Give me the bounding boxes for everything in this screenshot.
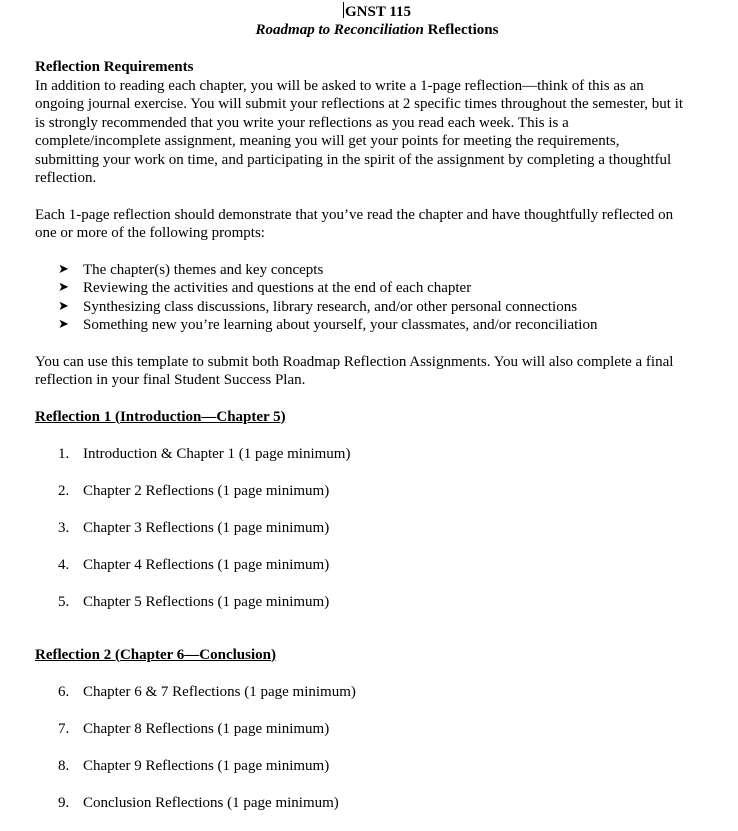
item-label: Chapter 6 & 7 Reflections (1 page minimum) <box>83 683 356 700</box>
item-number: 5. <box>58 593 70 610</box>
list-item <box>58 261 685 280</box>
item-number: 8. <box>58 757 70 774</box>
reflection-1-heading: Reflection 1 (Introduction—Chapter 5) <box>35 408 286 425</box>
item-label: Introduction & Chapter 1 (1 page minimum) <box>83 445 351 462</box>
text-cursor-icon <box>343 2 344 18</box>
prompt-text: Reviewing the activities and questions at the end of each chapter <box>83 280 472 296</box>
item-label: Chapter 5 Reflections (1 page minimum) <box>83 593 330 610</box>
list-item <box>58 298 685 317</box>
document-title-rest: Reflections <box>423 22 499 38</box>
item-number: 7. <box>58 720 70 737</box>
document-page <box>35 2 685 831</box>
item-number: 3. <box>58 519 70 536</box>
item-number: 1. <box>58 445 70 462</box>
item-label: Chapter 8 Reflections (1 page minimum) <box>83 720 330 737</box>
list-item <box>35 683 685 702</box>
course-code-line <box>35 2 685 21</box>
prompts-list <box>35 261 685 335</box>
course-code: GNST 115 <box>345 4 411 20</box>
item-label: Chapter 9 Reflections (1 page minimum) <box>83 757 330 774</box>
list-item <box>35 794 685 813</box>
item-number: 9. <box>58 794 70 811</box>
prompt-text: Something new you’re learning about yourself, your classmates, and/or reconciliation <box>83 317 598 333</box>
arrowhead-bullet-icon: ➤ <box>58 261 69 277</box>
template-note-paragraph: You can use this template to submit both Roadmap Reflection Assignments. You will also complete a final reflection in your final Student Success Plan. <box>35 353 674 388</box>
prompts-intro-paragraph: Each 1-page reflection should demonstrate that you’ve read the chapter and have thoughtfully reflected on one or more of the following prompts: <box>35 206 674 241</box>
document-title-italic: Roadmap to Reconciliation <box>255 22 424 38</box>
reflection-2-list <box>35 683 685 813</box>
arrowhead-bullet-icon: ➤ <box>58 317 69 332</box>
arrowhead-bullet-icon: ➤ <box>58 298 69 314</box>
item-label: Chapter 4 Reflections (1 page minimum) <box>83 556 330 573</box>
requirements-heading: Reflection Requirements <box>35 59 194 75</box>
item-number: 4. <box>58 556 70 573</box>
list-item <box>35 445 685 464</box>
item-number: 2. <box>58 482 70 499</box>
item-label: Conclusion Reflections (1 page minimum) <box>83 794 339 811</box>
prompt-text: The chapter(s) themes and key concepts <box>83 261 324 278</box>
list-item <box>35 757 685 776</box>
list-item <box>58 316 685 335</box>
requirements-paragraph: In addition to reading each chapter, you will be asked to write a 1-page reflection—think of this as an ongoing journal exercise. You will submit your reflections at 2 specific times throughout the semester, but it is strongly recommended that you write your reflections as you read each week. This is a complete/incomplete assignment, meaning you will get your points for meeting the requirements, submitting your work on time, and participating in the spirit of the assignment by completing a thoughtful reflection. <box>35 77 684 186</box>
document-title <box>35 21 685 40</box>
item-number: 6. <box>58 683 70 700</box>
list-item <box>35 482 685 501</box>
reflection-1-list <box>35 445 685 612</box>
prompt-text: Synthesizing class discussions, library research, and/or other personal connections <box>83 298 578 315</box>
item-label: Chapter 3 Reflections (1 page minimum) <box>83 519 330 536</box>
item-label: Chapter 2 Reflections (1 page minimum) <box>83 482 330 499</box>
list-item <box>35 556 685 575</box>
list-item <box>58 279 685 298</box>
list-item <box>35 593 685 612</box>
reflection-2-heading: Reflection 2 (Chapter 6—Conclusion) <box>35 646 276 663</box>
list-item <box>35 720 685 739</box>
list-item <box>35 519 685 538</box>
arrowhead-bullet-icon: ➤ <box>58 280 69 295</box>
